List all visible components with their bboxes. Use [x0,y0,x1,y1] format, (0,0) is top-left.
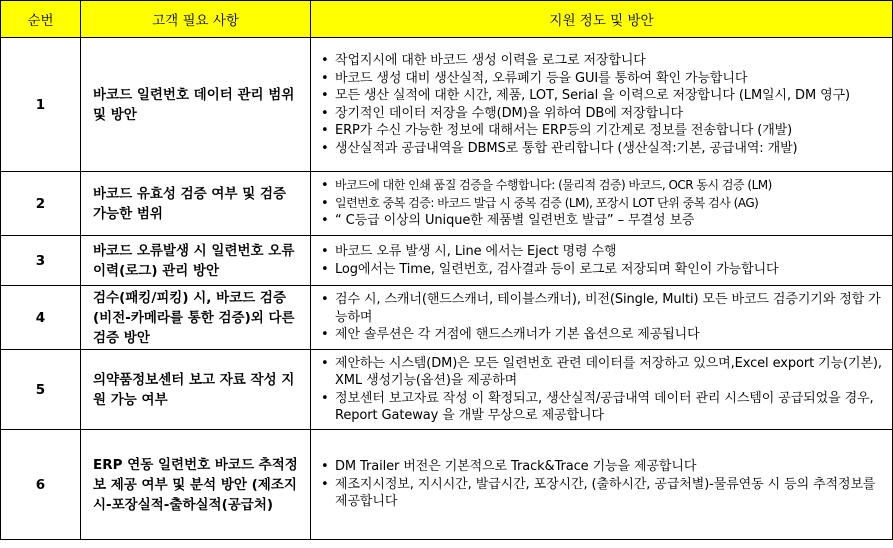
support-cell [311,38,893,172]
table-row [1,172,893,236]
support-cell [311,286,893,350]
bullet-icon: • [321,476,329,492]
bullet-icon: • [321,292,329,308]
list-item: • 검수 시, 스캐너(핸드스캐너, 테이블스캐너), 비전(Single, Multi) 모든 바코드 검증기기와 정합 가능하며 [321,292,881,325]
support-list [315,177,886,230]
list-item: • 제안 솔루션은 각 거점에 핸드스캐너가 기본 옵션으로 제공됩니다 [321,327,700,343]
bullet-icon: • [321,178,329,194]
requirement-cell: 의약품정보센터 보고 자료 작성 지원 가능 여부 [81,350,311,430]
bullet-icon: • [321,459,329,475]
support-cell [311,236,893,286]
requirement-cell: 바코드 일련번호 데이터 관리 범위 및 방안 [81,38,311,172]
table-row [1,350,893,430]
table-row [1,286,893,350]
list-item: • 제조지시정보, 지시시간, 발급시간, 포장시간, (출하시간, 공급처별)-물류연동 시 등의 추적정보를 제공합니다 [321,476,876,510]
bullet-icon: • [321,123,329,138]
requirement-cell: 바코드 오류발생 시 일련번호 오류 이력(로그) 관리 방안 [81,236,311,286]
bullet-icon: • [321,355,329,371]
bullet-icon: • [321,261,329,277]
list-item: • 생산실적과 공급내역을 DBMS로 통합 관리합니다 (생산실적:기본, 공급내역: 개발) [321,140,798,156]
row-number: 6 [1,430,81,540]
support-cell [311,430,893,540]
bullet-icon: • [321,390,329,406]
list-item: • “ C등급 이상의 Unique한 제품별 일련번호 발급” – 무결성 보증 [321,213,695,229]
header-row [1,1,893,38]
list-item: • 정보센터 보고자료 작성 이 확정되고, 생산실적/공급내역 데이터 관리 시스템이 공급되었을 경우, Report Gateway 을 개발 무상으로 제공합니다 [321,390,874,423]
bullet-icon: • [321,327,329,343]
row-number: 1 [1,38,81,172]
row-number: 2 [1,172,81,236]
list-item: • 바코드 오류 발생 시, Line 에서는 Eject 명령 수행 [321,244,617,259]
row-number: 4 [1,286,81,350]
requirement-cell: 검수(패킹/피킹) 시, 바코드 검증(비전-카메라를 통한 검증)외 다른 검증 방안 [81,286,311,350]
bullet-icon: • [321,105,329,121]
requirement-cell: ERP 연동 일련번호 바코드 추적정보 제공 여부 및 분석 방안 (제조지시-포장실적-출하실적(공급처) [81,430,311,540]
list-item: • 작업지시에 대한 바코드 생성 이력을 로그로 저장합니다 [321,53,646,68]
bullet-icon: • [321,213,329,229]
support-cell [311,172,893,236]
table-row [1,236,893,286]
support-list [315,355,886,425]
list-item: • 일련번호 중복 검증: 바코드 발급 시 중복 검증 (LM), 포장시 LOT 단위 중복 검사 (AG) [321,195,759,211]
support-cell [311,350,893,430]
list-item: • 장기적인 데이터 저장을 수행(DM)을 위하여 DB에 저장합니다 [321,105,683,121]
header-no: 순번 [1,1,81,38]
bullet-icon: • [321,53,329,68]
requirement-cell: 바코드 유효성 검증 여부 및 검증 가능한 범위 [81,172,311,236]
row-number: 5 [1,350,81,430]
support-list [315,291,886,344]
list-item: • DM Trailer 버전은 기본적으로 Track&Trace 기능을 제공합니다 [321,459,697,475]
list-item: • 제안하는 시스템(DM)은 모든 일련번호 관련 데이터를 저장하고 있으며,Excel export 기능(기본), XML 생성기능(옵션)을 제공하며 [321,355,882,388]
list-item: • 바코드에 대한 인쇄 품질 검증을 수행합니다: (물리적 검증) 바코드, OCR 동시 검증 (LM) [321,178,772,194]
support-list [315,458,886,511]
bullet-icon: • [321,140,329,156]
header-requirement: 고객 필요 사항 [81,1,311,38]
table-row [1,38,893,172]
support-list [315,52,886,157]
list-item: • 모든 생산 실적에 대한 시간, 제품, LOT, Serial 을 이력으로 저장합니다 (LM일시, DM 영구) [321,88,850,103]
bullet-icon: • [321,70,329,86]
list-item: • ERP가 수신 가능한 정보에 대해서는 ERP등의 기간계로 정보를 전송합니다 (개발) [321,123,793,138]
table-row [1,430,893,540]
support-list [315,243,886,278]
list-item: • Log에서는 Time, 일련번호, 검사결과 등이 로그로 저장되며 확인이 가능합니다 [321,261,779,277]
bullet-icon: • [321,88,329,103]
bullet-icon: • [321,195,329,211]
header-support: 지원 정도 및 방안 [311,1,893,38]
bullet-icon: • [321,244,329,259]
row-number: 3 [1,236,81,286]
list-item: • 바코드 생성 대비 생산실적, 오류폐기 등을 GUI를 통하여 확인 가능합니다 [321,70,748,86]
